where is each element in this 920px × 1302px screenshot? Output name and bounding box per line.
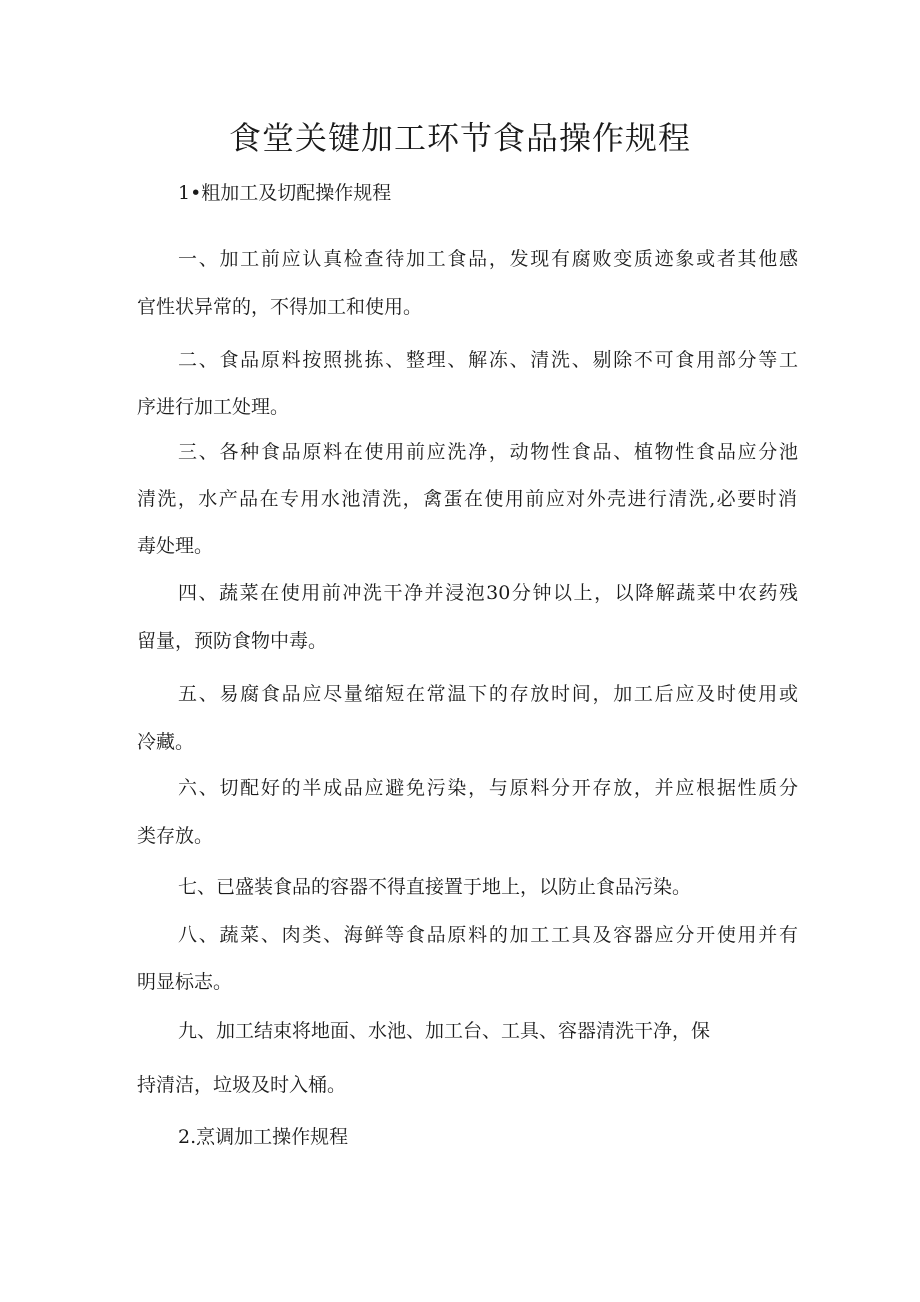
paragraph-4-line-1: 四、蔬菜在使用前冲洗干净并浸泡30分钟以上，以降解蔬菜中农药残: [178, 582, 798, 604]
paragraph-3-line-2: 清洗，水产品在专用水池清洗，禽蛋在使用前应对外壳进行清洗,必要时消: [137, 488, 797, 510]
paragraph-2-line-2: 序进行加工处理。: [137, 396, 290, 418]
paragraph-6-line-1: 六、切配好的半成品应避免污染，与原料分开存放，并应根据性质分: [178, 777, 798, 799]
paragraph-5-line-2: 冷藏。: [137, 731, 195, 753]
paragraph-7-line-1: 七、已盛装食品的容器不得直接置于地上，以防止食品污染。: [178, 876, 692, 898]
paragraph-3-line-3: 毒处理。: [137, 535, 214, 557]
paragraph-5-line-1: 五、易腐食品应尽量缩短在常温下的存放时间，加工后应及时使用或: [178, 683, 798, 705]
paragraph-8-line-2: 明显标志。: [137, 971, 233, 993]
paragraph-1-line-1: 一、加工前应认真检查待加工食品，发现有腐败变质迹象或者其他感: [178, 248, 798, 270]
paragraph-1-line-2: 官性状异常的，不得加工和使用。: [137, 296, 423, 318]
paragraph-8-line-1: 八、蔬菜、肉类、海鲜等食品原料的加工工具及容器应分开使用并有: [178, 924, 798, 946]
paragraph-2-line-1: 二、食品原料按照挑拣、整理、解冻、清洗、剔除不可食用部分等工: [178, 349, 798, 371]
paragraph-3-line-1: 三、各种食品原料在使用前应洗净，动物性食品、植物性食品应分池: [178, 441, 798, 463]
paragraph-9-line-1: 九、加工结束将地面、水池、加工台、工具、容器清洗干净，保: [178, 1020, 711, 1042]
paragraph-6-line-2: 类存放。: [137, 825, 214, 847]
paragraph-9-line-2: 持清洁，垃圾及时入桶。: [137, 1074, 347, 1096]
document-title: 食堂关键加工环节食品操作规程: [228, 119, 691, 157]
paragraph-4-line-2: 留量，预防食物中毒。: [137, 630, 328, 652]
section-heading-2: 2.烹调加工操作规程: [178, 1126, 349, 1148]
section-heading-1: 1•粗加工及切配操作规程: [178, 182, 392, 204]
